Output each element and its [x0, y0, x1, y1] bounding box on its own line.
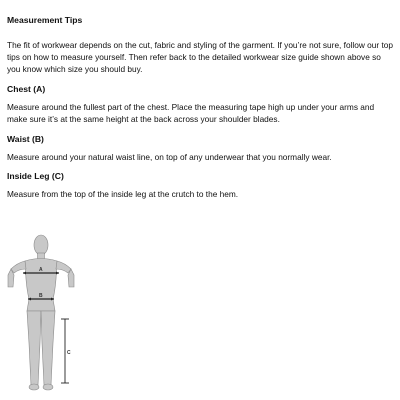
- inside-leg-text: Measure from the top of the inside leg at the crutch to the hem.: [7, 189, 239, 199]
- chest-arrow-left-icon: [23, 272, 26, 275]
- chest-heading: Chest (A): [7, 84, 46, 94]
- measurement-document: [7, 14, 395, 200]
- figure-neck: [38, 253, 45, 259]
- measurement-tips-heading: Measurement Tips: [7, 15, 83, 25]
- chest-arrow-right-icon: [56, 272, 59, 275]
- body-measurement-figure: [3, 233, 85, 395]
- body-silhouette-illustration: [3, 233, 85, 395]
- waist-label: B: [39, 293, 43, 299]
- body-silhouette: [8, 235, 74, 390]
- waist-heading: Waist (B): [7, 134, 44, 144]
- chest-text: Measure around the fullest part of the chest. Place the measuring tape high up under your arms and make sure it’s at the same height at the back across your shoulder blades.: [7, 102, 375, 124]
- chest-label: A: [39, 267, 43, 273]
- measurement-tips-text: The fit of workwear depends on the cut, fabric and styling of the garment. If you’re not sure, follow our top tips on how to measure yourself. Then refer back to the detailed workwear size guide shown above so you know which size you should buy.: [7, 40, 394, 74]
- figure-right-leg: [41, 311, 55, 385]
- figure-right-foot: [43, 384, 53, 390]
- figure-left-upper-arm: [11, 261, 26, 273]
- waist-text: Measure around your natural waist line, on top of any underwear that you normally wear.: [7, 152, 332, 162]
- figure-left-foot: [29, 384, 39, 390]
- inside-leg-heading: Inside Leg (C): [7, 171, 64, 181]
- figure-head: [34, 235, 48, 255]
- inside-leg-label: C: [67, 350, 71, 356]
- figure-left-leg: [27, 311, 41, 385]
- figure-right-upper-arm: [56, 261, 71, 273]
